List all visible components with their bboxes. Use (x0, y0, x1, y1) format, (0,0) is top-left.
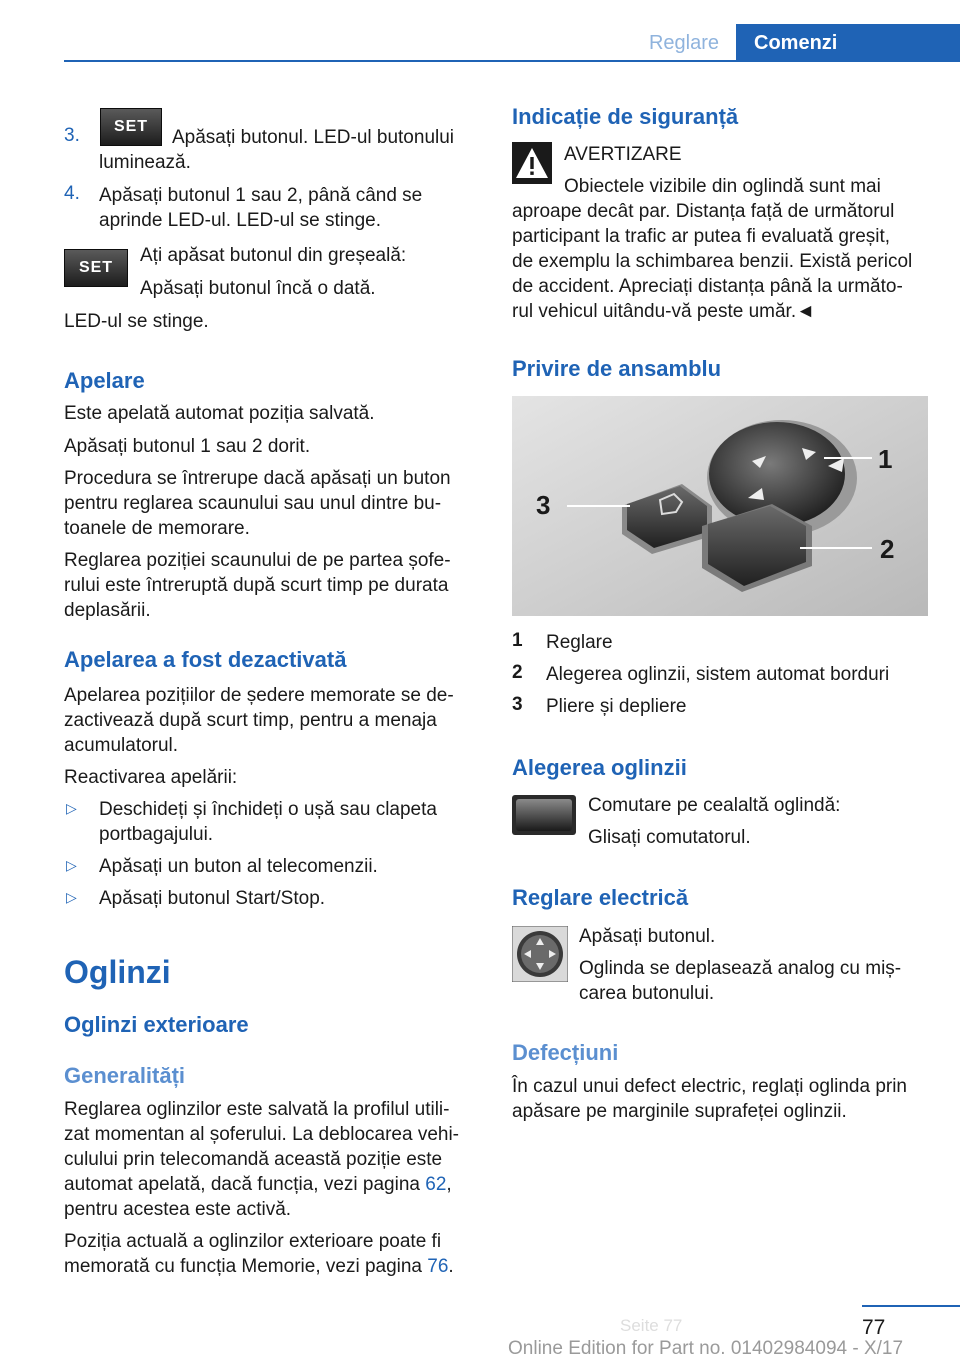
overview-heading: Privire de ansamblu (512, 356, 722, 381)
legend-1-number: 1 (512, 630, 523, 651)
bullet-1-b: portbagajului. (99, 824, 214, 845)
page-number: 77 (862, 1316, 886, 1339)
warning-text-c: participant la trafic ar putea fi evaluată greșit, (512, 226, 891, 247)
safety-heading: Indicație de siguranță (512, 104, 739, 129)
header-tab-comenzi[interactable]: Comenzi (736, 24, 960, 62)
generalitati-p2-b-text: memorată cu funcția Memorie, vezi pagina (64, 1256, 428, 1277)
step-3-text-b: luminează. (99, 152, 191, 173)
generalitati-p1-c: culului prin telecomandă această poziție este (64, 1149, 443, 1170)
malfunction-heading: Defecțiuni (512, 1040, 619, 1065)
mirror-switch-icon (512, 795, 576, 835)
apelare-p2: Apăsați butonul 1 sau 2 dorit. (64, 436, 311, 457)
header-rule (64, 60, 960, 62)
header-tab-reglare[interactable]: Reglare (648, 32, 720, 54)
set-note-a: Ați apăsat butonul din greșeală: (140, 245, 407, 266)
generalitati-p2-a: Poziția actuală a oglinzilor exterioare poate fi (64, 1231, 442, 1252)
warning-text-e: de accident. Apreciați distanța până la următo‐ (512, 276, 903, 297)
electric-adjust-b: Oglinda se deplasează analog cu miș‐ (579, 958, 902, 979)
generalitati-p2-b-period: . (448, 1256, 454, 1277)
apelare-p4-a: Reglarea poziției scaunului de pe partea șofe‐ (64, 550, 451, 571)
choose-mirror-a: Comutare pe cealaltă oglindă: (588, 795, 841, 816)
malfunction-b: apăsare pe marginile suprafeței oglinzii. (512, 1101, 847, 1122)
apelare-p4-c: deplasării. (64, 600, 151, 621)
mirror-joystick-icon (512, 926, 568, 982)
legend-3-number: 3 (512, 694, 523, 715)
oglinzi-heading: Oglinzi (64, 954, 171, 990)
apelare-p3-c: toanele de memorare. (64, 518, 250, 539)
legend-1-text: Reglare (546, 632, 613, 653)
dezactivata-p1-c: acumulatorul. (64, 735, 179, 756)
bullet-icon: ▷ (66, 800, 77, 816)
step-4-text-b: aprinde LED-ul. LED-ul se stinge. (99, 210, 381, 231)
generalitati-p1-d-comma: , (446, 1174, 452, 1195)
set-button-icon: SET (100, 108, 162, 146)
apelare-p3-a: Procedura se întrerupe dacă apăsați un buton (64, 468, 451, 489)
step-3-number: 3. (64, 125, 80, 146)
apelare-heading: Apelare (64, 368, 145, 393)
apelare-p4-b: rului este întreruptă după scurt timp pe durata (64, 575, 449, 596)
callout-2: 2 (880, 534, 895, 564)
generalitati-heading: Generalități (64, 1063, 186, 1088)
page-link-62[interactable]: 62 (425, 1174, 447, 1195)
apelare-p3-b: pentru reglarea scaunului sau unul dintre bu‐ (64, 493, 442, 514)
bullet-icon: ▷ (66, 889, 77, 905)
step-3-text-a: Apăsați butonul. LED-ul butonului (172, 127, 455, 148)
watermark-text: Seite 77 (620, 1316, 683, 1335)
generalitati-p1-d-text: automat apelată, dacă funcția, vezi pagina (64, 1174, 426, 1195)
bullet-icon: ▷ (66, 857, 77, 873)
apelare-p1: Este apelată automat poziția salvată. (64, 403, 375, 424)
dezactivata-p2: Reactivarea apelării: (64, 767, 238, 788)
bullet-3: Apăsați butonul Start/Stop. (99, 888, 326, 909)
choose-mirror-b: Glisați comutatorul. (588, 827, 751, 848)
oglinzi-exterioare-heading: Oglinzi exterioare (64, 1012, 249, 1037)
warning-text-b: aproape decât par. Distanța față de următorul (512, 201, 895, 222)
callout-3: 3 (536, 490, 551, 520)
bullet-2: Apăsați un buton al telecomenzii. (99, 856, 378, 877)
step-4-number: 4. (64, 183, 80, 204)
electric-adjust-a: Apăsați butonul. (579, 926, 716, 947)
dezactivata-p1-b: zactivează după scurt timp, pentru a menaja (64, 710, 437, 731)
set-note-b: Apăsați butonul încă o dată. (140, 278, 376, 299)
generalitati-p1-d (64, 1172, 452, 1197)
generalitati-p1-a: Reglarea oglinzilor este salvată la profilul utili‐ (64, 1099, 450, 1120)
led-off-text: LED-ul se stinge. (64, 311, 209, 332)
bullet-1-a: Deschideți și închideți o ușă sau clapeta (99, 799, 437, 820)
dezactivata-heading: Apelarea a fost dezactivată (64, 647, 347, 672)
warning-text-f: rul vehicul uitându-vă peste umăr.◄ (512, 301, 815, 322)
step-4-text-a: Apăsați butonul 1 sau 2, până când se (99, 185, 423, 206)
set-button-note-icon: SET (64, 249, 128, 287)
warning-title: AVERTIZARE (564, 144, 682, 165)
electric-adjust-c: carea butonului. (579, 983, 715, 1004)
footer-rule (862, 1305, 960, 1307)
electric-adjust-heading: Reglare electrică (512, 885, 689, 910)
callout-1: 1 (878, 444, 893, 474)
warning-text-d: de exemplu la schimbarea benzii. Există pericol (512, 251, 913, 272)
dezactivata-p1-a: Apelarea pozițiilor de ședere memorate se de‐ (64, 685, 454, 706)
generalitati-p1-e: pentru acestea este activă. (64, 1199, 292, 1220)
legend-2-text: Alegerea oglinzii, sistem automat borduri (546, 664, 890, 685)
warning-text-a: Obiectele vizibile din oglindă sunt mai (564, 176, 881, 197)
malfunction-a: În cazul unui defect electric, reglați oglinda prin (512, 1076, 908, 1097)
choose-mirror-heading: Alegerea oglinzii (512, 755, 687, 780)
edition-footer: Online Edition for Part no. 01402984094 - X/17 (508, 1338, 904, 1359)
page-link-76[interactable]: 76 (427, 1256, 449, 1277)
warning-triangle-icon (512, 142, 552, 184)
generalitati-p1-b: zat momentan al șoferului. La deblocarea vehi‐ (64, 1124, 460, 1145)
legend-2-number: 2 (512, 662, 523, 683)
generalitati-p2-b (64, 1254, 454, 1279)
mirror-control-illustration (512, 396, 928, 616)
legend-3-text: Pliere și depliere (546, 696, 687, 717)
